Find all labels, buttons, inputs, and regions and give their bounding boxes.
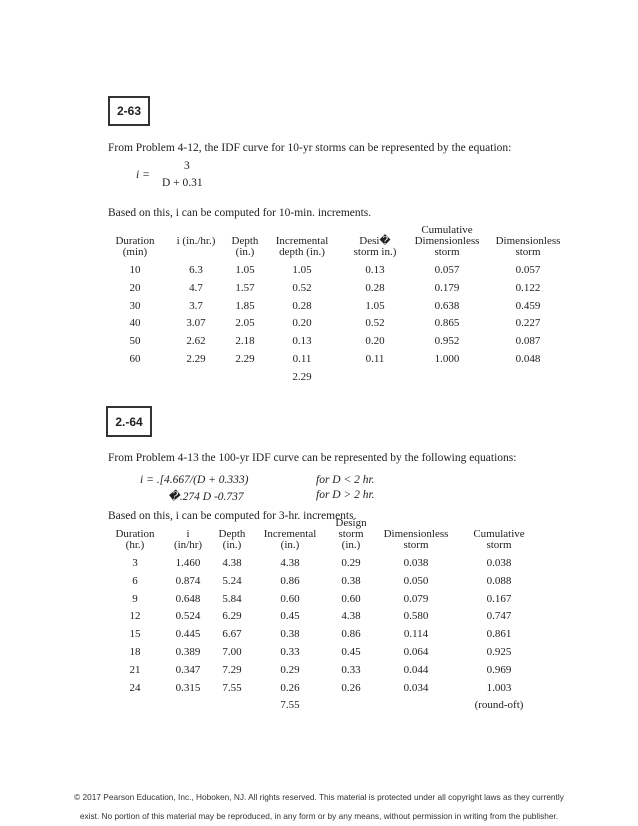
table-cell: 0.057 — [434, 264, 460, 276]
column-header: storm — [434, 246, 460, 258]
table-cell: 15 — [129, 628, 141, 641]
table-cell: 0.315 — [175, 681, 201, 694]
column-header: Dimensionless — [495, 235, 561, 247]
table-cell: 4.7 — [189, 281, 203, 294]
problem-label: 2-63 — [116, 104, 142, 118]
table-cell: 0.747 — [486, 610, 512, 623]
table-cell: 0.122 — [515, 281, 541, 294]
column-header: (in.) — [280, 539, 300, 551]
problem-label-box — [106, 406, 152, 437]
table-cell: 0.064 — [403, 646, 429, 658]
table-cell: 0.445 — [175, 628, 201, 641]
depth-total: 7.55 — [280, 699, 300, 712]
table-cell: 0.60 — [280, 592, 300, 605]
table-cell: 4.38 — [341, 610, 361, 623]
table-cell: 0.048 — [515, 353, 541, 365]
column-header: Depth — [231, 235, 259, 247]
table-cell: 0.038 — [486, 557, 512, 569]
table-cell: 0.33 — [341, 663, 361, 676]
computation-note: Based on this, i can be computed for 10-min. increments. — [108, 207, 372, 219]
table-cell: 0.179 — [434, 281, 460, 294]
column-header: (in.) — [341, 539, 361, 551]
table-cell: 1.85 — [235, 299, 255, 312]
column-header: i — [186, 528, 190, 540]
column-header: (in/hr) — [173, 539, 203, 551]
equation-line-2: �.274 D -0.737 — [168, 491, 244, 503]
table-cell: 0.28 — [365, 281, 385, 294]
table-cell: 1.003 — [486, 681, 512, 694]
table-cell: 2.29 — [235, 353, 255, 365]
table-cell: 6 — [132, 574, 138, 587]
table-cell: 2.29 — [186, 353, 206, 365]
table-cell: 0.638 — [434, 299, 460, 312]
table-cell: 0.29 — [341, 557, 361, 569]
table-cell: 0.11 — [292, 353, 312, 365]
table-cell: 20 — [129, 281, 141, 294]
copyright-line-2: exist. No portion of this material may be reproduced, in any form or by any means, without permission in writing from the publisher. — [79, 811, 559, 821]
column-header: Cumulative — [421, 224, 473, 236]
table-cell: 0.20 — [365, 335, 385, 348]
table-cell: 0.865 — [434, 317, 460, 330]
table-cell: 0.60 — [341, 592, 361, 605]
column-header: Incremental — [263, 528, 317, 540]
table-cell: 0.227 — [515, 317, 541, 330]
column-header: storm — [338, 528, 364, 540]
column-header: Design — [335, 517, 367, 529]
table-cell: 0.52 — [365, 317, 385, 330]
column-header: Duration — [115, 528, 155, 540]
table-cell: 0.29 — [280, 663, 300, 676]
table-cell: 0.874 — [175, 574, 201, 587]
equation-lhs: i = — [136, 169, 150, 181]
table-cell: 0.347 — [175, 663, 201, 676]
table-cell: 3.7 — [189, 299, 203, 312]
table-cell: 4.38 — [222, 557, 242, 569]
table-cell: 0.969 — [486, 663, 512, 676]
problem-intro: From Problem 4-12, the IDF curve for 10-yr storms can be represented by the equation: — [108, 142, 512, 154]
table-cell: 0.952 — [434, 335, 460, 348]
column-header: (in.) — [235, 246, 255, 258]
table-cell: 0.038 — [403, 557, 429, 569]
table-cell: 0.079 — [403, 592, 429, 605]
table-cell: 18 — [129, 646, 141, 658]
table-cell: 5.24 — [222, 574, 242, 587]
table-cell: 4.38 — [280, 557, 300, 569]
table-cell: 1.460 — [175, 557, 201, 569]
problem-label-box — [108, 96, 150, 126]
equation-denominator: D + 0.31 — [162, 177, 203, 189]
table-cell: 0.38 — [341, 574, 361, 587]
table-cell: 50 — [129, 335, 141, 348]
problem-intro: From Problem 4-13 the 100-yr IDF curve can be represented by the following equations: — [108, 452, 517, 464]
table-cell: 1.57 — [235, 281, 255, 294]
table-cell: 3 — [132, 557, 138, 569]
equation-condition-2: for D > 2 hr. — [316, 489, 375, 501]
table-cell: 0.459 — [515, 299, 541, 312]
table-cell: 6.29 — [222, 610, 242, 623]
table-cell: 40 — [129, 317, 141, 330]
table-cell: 30 — [129, 299, 141, 312]
table-cell: 0.13 — [365, 264, 385, 276]
table-cell: 0.26 — [280, 681, 300, 694]
computation-note: Based on this, i can be computed for 3-hr. increments. — [108, 510, 357, 522]
column-header: Duration — [115, 235, 155, 247]
table-cell: 0.45 — [280, 610, 300, 623]
table-cell: 0.86 — [280, 574, 300, 587]
round-off-note: (round-oft) — [474, 699, 524, 712]
table-cell: 7.00 — [222, 646, 242, 658]
table-cell: 0.86 — [341, 628, 361, 641]
table-cell: 0.45 — [341, 646, 361, 658]
table-cell: 7.55 — [222, 681, 242, 694]
table-cell: 0.057 — [515, 264, 541, 276]
table-cell: 0.088 — [486, 574, 512, 587]
column-header: i (in./hr.) — [176, 235, 216, 247]
table-cell: 0.524 — [175, 610, 201, 623]
table-cell: 0.925 — [486, 646, 512, 658]
table-cell: 0.114 — [403, 628, 429, 641]
table-cell: 1.05 — [365, 299, 385, 312]
table-cell: 0.28 — [292, 299, 312, 312]
table-cell: 12 — [129, 610, 141, 623]
table-cell: 0.33 — [280, 646, 300, 658]
depth-total: 2.29 — [292, 370, 312, 383]
column-header: (in.) — [222, 539, 242, 551]
table-cell: 0.087 — [515, 335, 541, 348]
table-cell: 0.52 — [292, 281, 312, 294]
column-header: (min) — [122, 246, 148, 258]
table-cell: 0.167 — [486, 592, 512, 605]
column-header: storm — [515, 246, 541, 258]
table-cell: 10 — [129, 264, 141, 276]
table-cell: 0.11 — [365, 353, 385, 365]
table-cell: 0.050 — [403, 574, 429, 587]
table-cell: 21 — [129, 663, 141, 676]
copyright-line-1: © 2017 Pearson Education, Inc., Hoboken, NJ. All rights reserved. This material is protected under all copyright laws as they currently — [74, 792, 564, 802]
table-cell: 2.05 — [235, 317, 255, 330]
table-cell: 9 — [132, 592, 138, 605]
table-cell: 0.648 — [175, 592, 201, 605]
column-header: depth (in.) — [279, 246, 325, 258]
table-cell: 6.3 — [189, 264, 203, 276]
table-cell: 0.034 — [403, 681, 429, 694]
column-header: Dimensionless — [414, 235, 480, 247]
column-header: Dimensionless — [383, 528, 449, 540]
table-cell: 0.38 — [280, 628, 300, 641]
table-cell: 6.67 — [222, 628, 242, 641]
table-cell: 1.05 — [235, 264, 255, 276]
table-cell: 24 — [129, 681, 141, 694]
column-header: storm — [403, 539, 429, 551]
column-header: Depth — [218, 528, 246, 540]
column-header: (hr.) — [125, 539, 145, 551]
column-header: storm — [486, 539, 512, 551]
equation-numerator: 3 — [184, 160, 190, 172]
table-cell: 60 — [129, 353, 141, 365]
problem-label: 2.-64 — [115, 414, 143, 429]
table-cell: 2.62 — [186, 335, 206, 348]
table-cell: 3.07 — [186, 317, 206, 330]
table-cell: 1.000 — [434, 353, 460, 365]
column-header: Incremental — [275, 235, 329, 247]
table-cell: 0.861 — [486, 628, 512, 641]
table-cell: 7.29 — [222, 663, 242, 676]
table-cell: 1.05 — [292, 264, 312, 276]
table-cell: 0.044 — [403, 663, 429, 676]
table-cell: 0.20 — [292, 317, 312, 330]
table-cell: 5.84 — [222, 592, 242, 605]
table-cell: 0.26 — [341, 681, 361, 694]
table-cell: 2.18 — [235, 335, 255, 348]
column-header: Desi� — [359, 235, 391, 247]
table-cell: 0.389 — [175, 646, 201, 658]
equation-line-1: i = .[4.667/(D + 0.333) — [140, 474, 249, 486]
table-cell: 0.13 — [292, 335, 312, 348]
table-cell: 0.580 — [403, 610, 429, 623]
column-header: Cumulative — [473, 528, 525, 540]
equation-condition-1: for D < 2 hr. — [316, 474, 375, 486]
column-header: storm in.) — [353, 246, 397, 258]
